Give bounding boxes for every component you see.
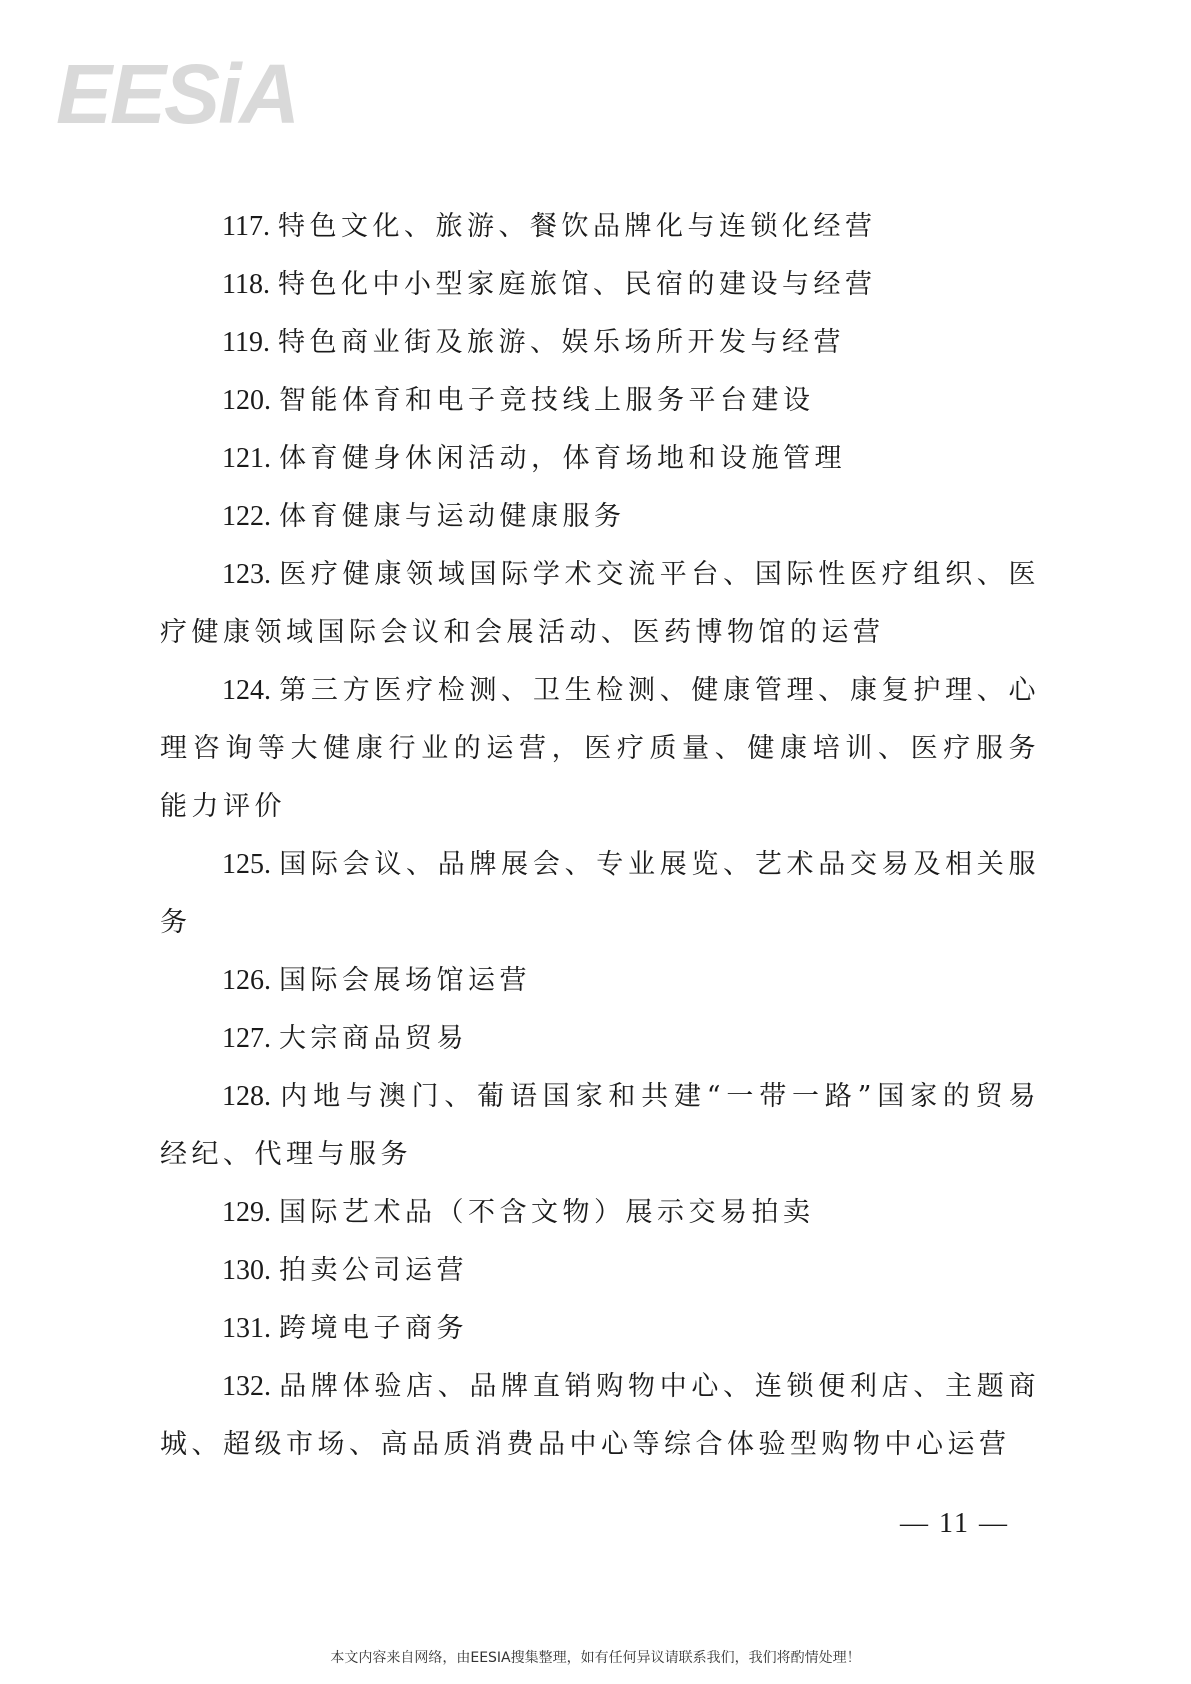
document-body xyxy=(160,198,1040,1474)
item-text: 智能体育和电子竞技线上服务平台建设 xyxy=(279,385,815,416)
list-item xyxy=(160,1300,1040,1358)
item-number: 132. xyxy=(222,1371,271,1402)
list-item xyxy=(160,372,1040,430)
item-number: 126. xyxy=(222,965,271,996)
list-item xyxy=(160,430,1040,488)
footer-notice: 本文内容来自网络，由EESIA搜集整理，如有任何异议请联系我们，我们将酌情处理！ xyxy=(330,1650,861,1666)
item-number: 121. xyxy=(222,443,271,474)
item-text: 国际会展场馆运营 xyxy=(279,965,531,996)
item-text: 内地与澳门、葡语国家和共建“一带一路”国家的贸易经纪、代理与服务 xyxy=(160,1081,1040,1170)
eesia-logo: EESiA xyxy=(56,47,299,141)
list-item xyxy=(160,546,1040,662)
list-item xyxy=(160,1184,1040,1242)
list-item xyxy=(160,1068,1040,1184)
list-item xyxy=(160,256,1040,314)
item-text: 跨境电子商务 xyxy=(279,1313,468,1344)
item-number: 117. xyxy=(222,211,270,242)
item-number: 123. xyxy=(222,559,271,590)
item-text: 体育健康与运动健康服务 xyxy=(279,501,626,532)
list-item xyxy=(160,1010,1040,1068)
item-text: 特色化中小型家庭旅馆、民宿的建设与经营 xyxy=(277,269,877,300)
item-number: 131. xyxy=(222,1313,271,1344)
list-item xyxy=(160,198,1040,256)
item-text: 特色文化、旅游、餐饮品牌化与连锁化经营 xyxy=(277,211,877,242)
item-text: 第三方医疗检测、卫生检测、健康管理、康复护理、心理咨询等大健康行业的运营，医疗质量、健康培训、医疗服务能力评价 xyxy=(160,675,1040,822)
item-number: 127. xyxy=(222,1023,271,1054)
item-text: 国际艺术品（不含文物）展示交易拍卖 xyxy=(279,1197,815,1228)
item-number: 124. xyxy=(222,675,271,706)
item-number: 122. xyxy=(222,501,271,532)
item-text: 大宗商品贸易 xyxy=(279,1023,468,1054)
list-item xyxy=(160,314,1040,372)
list-item xyxy=(160,488,1040,546)
list-item xyxy=(160,836,1040,952)
item-number: 118. xyxy=(222,269,270,300)
item-number: 120. xyxy=(222,385,271,416)
item-text: 国际会议、品牌展会、专业展览、艺术品交易及相关服务 xyxy=(160,849,1040,938)
item-text: 体育健身休闲活动，体育场地和设施管理 xyxy=(279,443,846,474)
item-number: 129. xyxy=(222,1197,271,1228)
item-text: 特色商业街及旅游、娱乐场所开发与经营 xyxy=(277,327,845,358)
item-number: 128. xyxy=(222,1081,271,1112)
list-item xyxy=(160,662,1040,836)
item-text: 品牌体验店、品牌直销购物中心、连锁便利店、主题商城、超级市场、高品质消费品中心等综合体验型购物中心运营 xyxy=(160,1371,1040,1460)
list-item xyxy=(160,1242,1040,1300)
item-text: 拍卖公司运营 xyxy=(279,1255,468,1286)
item-number: 130. xyxy=(222,1255,271,1286)
list-item xyxy=(160,1358,1040,1474)
page-number: — 11 — xyxy=(900,1508,1009,1539)
item-number: 125. xyxy=(222,849,271,880)
list-item xyxy=(160,952,1040,1010)
item-text: 医疗健康领域国际学术交流平台、国际性医疗组织、医疗健康领域国际会议和会展活动、医药博物馆的运营 xyxy=(160,559,1040,648)
item-number: 119. xyxy=(222,327,270,358)
